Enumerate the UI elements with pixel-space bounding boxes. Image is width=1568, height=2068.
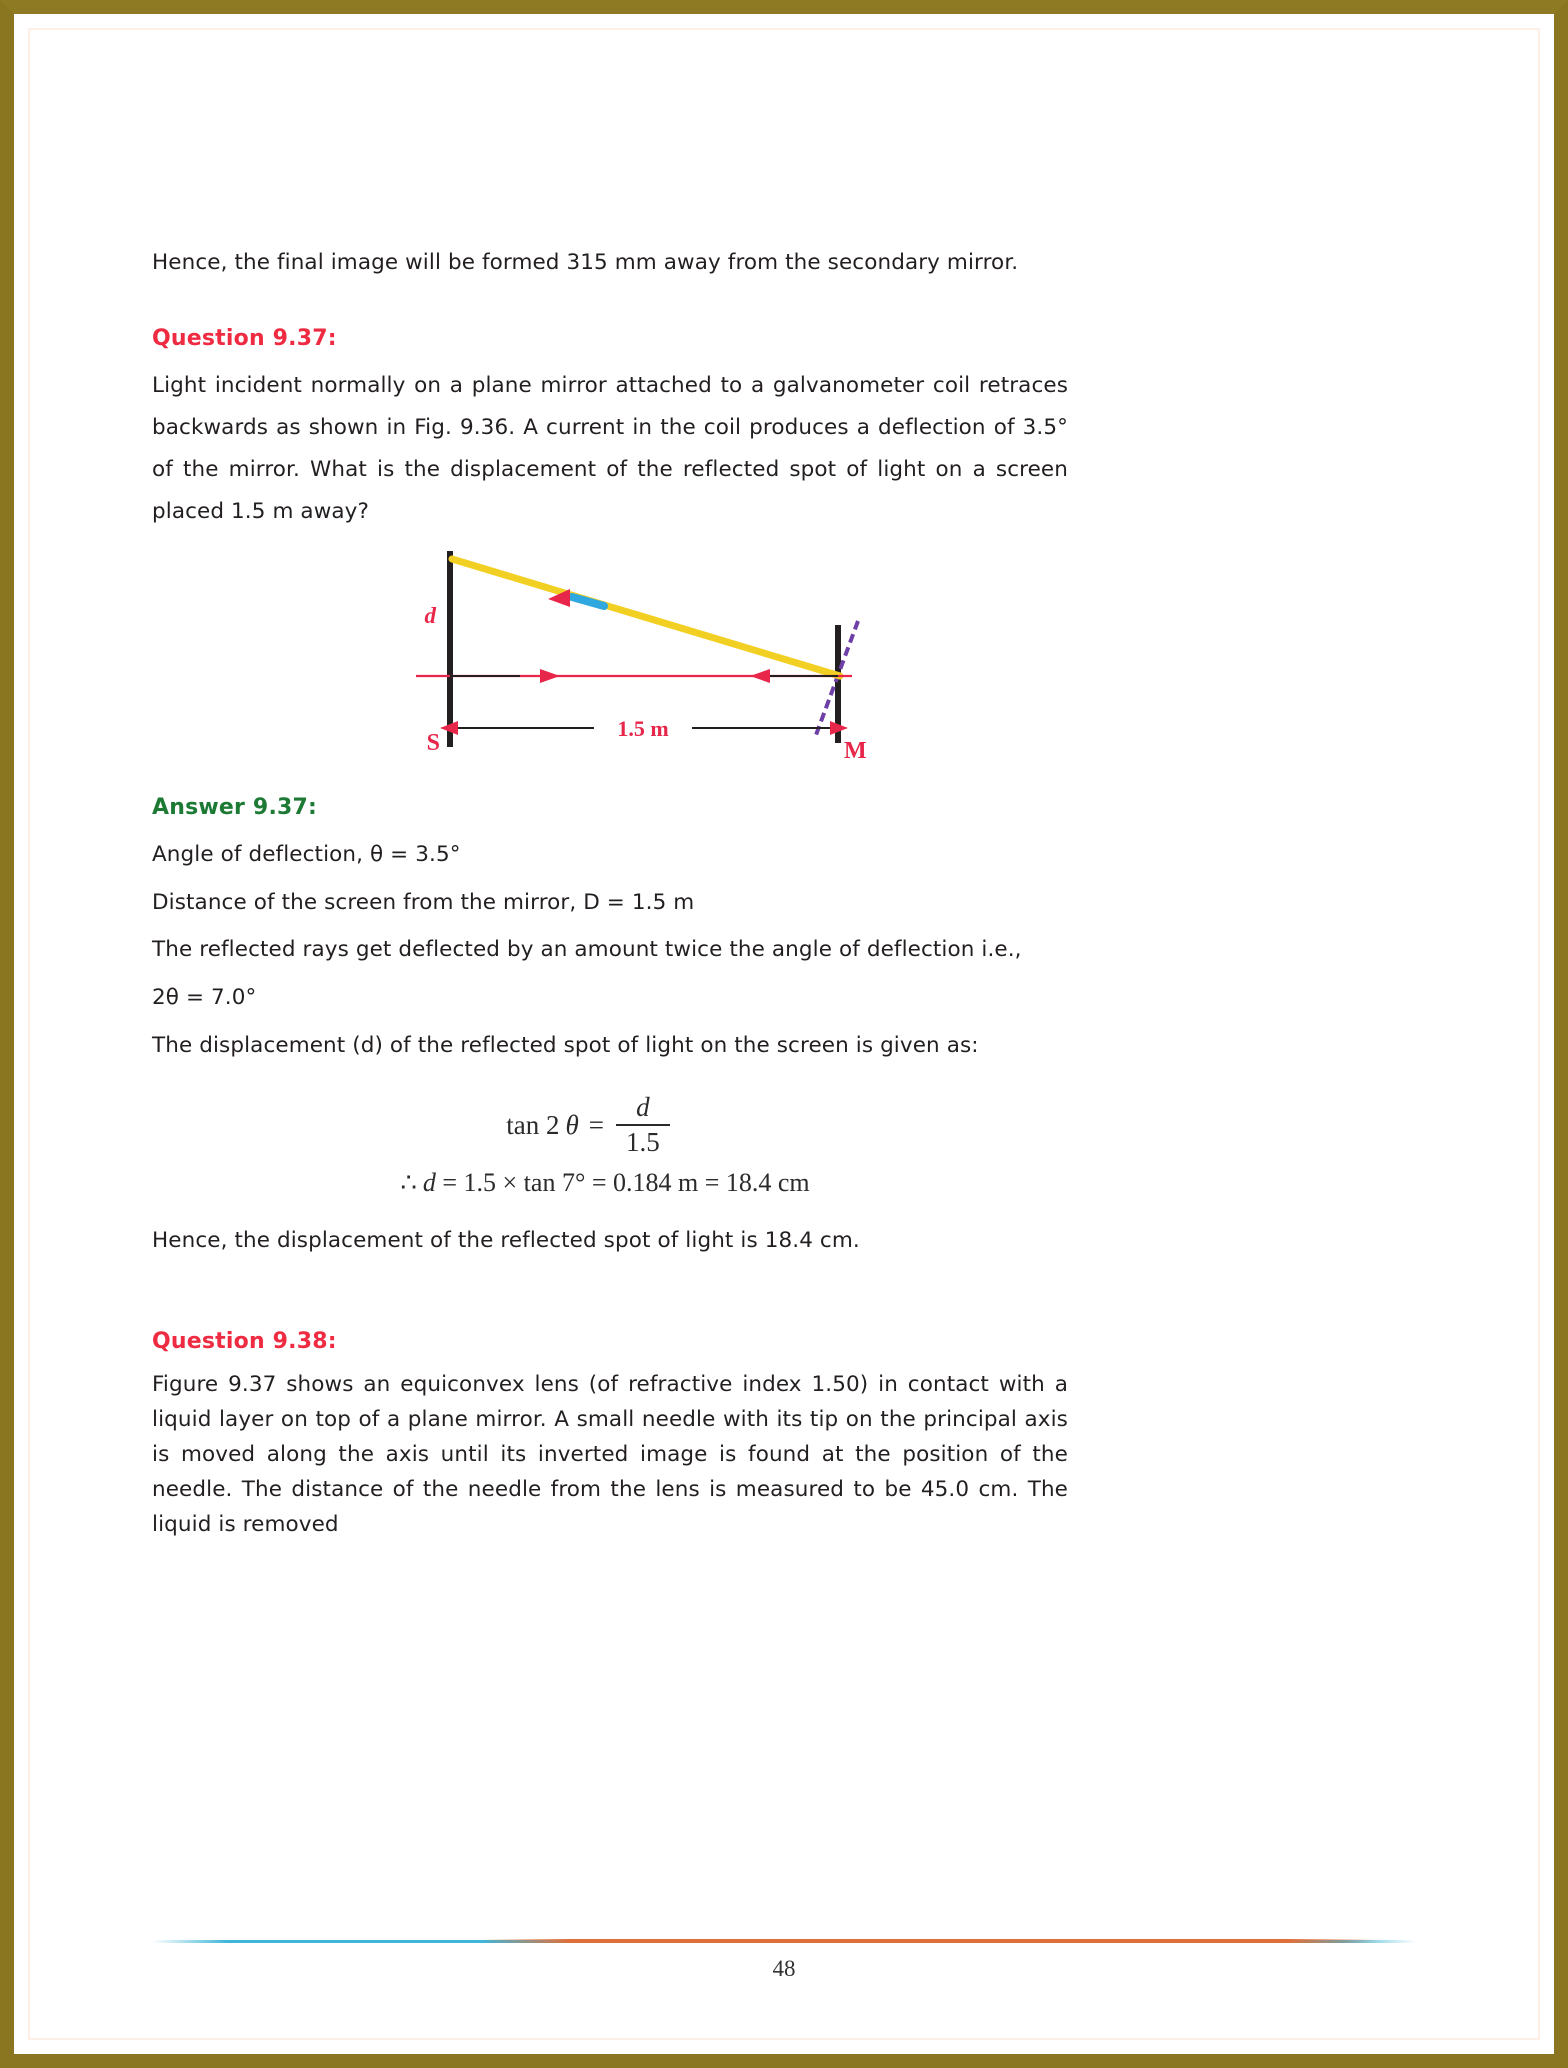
footer-rule-orange — [481, 1939, 1378, 1943]
formula-result-var: d — [422, 1167, 436, 1197]
spacer — [152, 781, 1068, 795]
question-937-heading: Question 9.37: — [152, 325, 337, 351]
answer-line-0: Angle of deflection, θ = 3.5° — [152, 841, 461, 867]
footer-decorative-rule — [152, 1936, 1416, 1946]
answer-line-1: Distance of the screen from the mirror, D = 1.5 m — [152, 889, 695, 915]
label-d: d — [424, 602, 436, 628]
formula-result-line — [142, 1168, 1068, 1198]
answer-937-lines — [152, 834, 1068, 1068]
spacer — [152, 284, 1068, 326]
page-footer — [152, 1936, 1416, 1982]
intro-paragraph: Hence, the final image will be formed 315 mm away from the secondary mirror. — [152, 250, 1019, 275]
formula-lhs-theta: θ — [565, 1109, 579, 1140]
formula-denominator: 1.5 — [626, 1126, 660, 1157]
page-content — [152, 242, 1068, 1543]
formula-lhs: tan 2 — [506, 1109, 560, 1140]
formula-numerator: d — [636, 1092, 650, 1123]
answer-line-3: 2θ = 7.0° — [152, 985, 257, 1011]
incident-ray-arrowhead — [540, 669, 560, 683]
answer-937-heading: Answer 9.37: — [152, 794, 318, 820]
spacer — [152, 351, 1068, 365]
spacer — [152, 820, 1068, 834]
page-number: 48 — [772, 1956, 796, 1981]
question-937-body: Light incident normally on a plane mirror attached to a galvanometer coil retraces backwards as shown in Fig. 9.36. A current in the coil produces a deflection of 3.5° of the mirror. What is the displacement of the reflected spot of light on a screen placed 1.5 m away? — [152, 372, 1068, 524]
question-938-body: Figure 9.37 shows an equiconvex lens (of refractive index 1.50) in contact with a liquid layer on top of a plane mirror. A small needle with its tip on the principal axis is moved along the axis until its inverted image is found at the position of the needle. The distance of the needle from the lens is measured to be 45.0 cm. The liquid is removed — [152, 1372, 1068, 1537]
spacer — [152, 1261, 1068, 1303]
answer-line-4: The displacement (d) of the reflected spot of light on the screen is given as: — [152, 1033, 979, 1059]
formula-block — [152, 1093, 1068, 1197]
spacer — [152, 1303, 1068, 1329]
spacer — [152, 1354, 1068, 1368]
figure-936-svg — [152, 545, 1068, 781]
label-M: M — [844, 737, 867, 764]
reflected-ray-blue-segment — [572, 597, 604, 606]
answer-line-2: The reflected rays get deflected by an amount twice the angle of deflection i.e., — [152, 937, 1022, 963]
label-S: S — [426, 729, 440, 756]
question-938-heading: Question 9.38: — [152, 1329, 337, 1355]
formula-therefore: ∴ — [400, 1167, 417, 1197]
formula-tan2theta — [506, 1093, 674, 1157]
reflected-ray-yellow — [452, 559, 840, 676]
formula-result-rest: = 1.5 × tan 7° = 0.184 m = 18.4 cm — [435, 1167, 810, 1197]
label-distance: 1.5 m — [617, 715, 669, 741]
return-ray-arrowhead — [750, 669, 770, 683]
answer-937-conclusion: Hence, the displacement of the reflected spot of light is 18.4 cm. — [152, 1227, 860, 1253]
figure-936 — [152, 545, 1068, 781]
formula-equals: = — [588, 1109, 604, 1140]
formula-fraction — [616, 1093, 670, 1157]
